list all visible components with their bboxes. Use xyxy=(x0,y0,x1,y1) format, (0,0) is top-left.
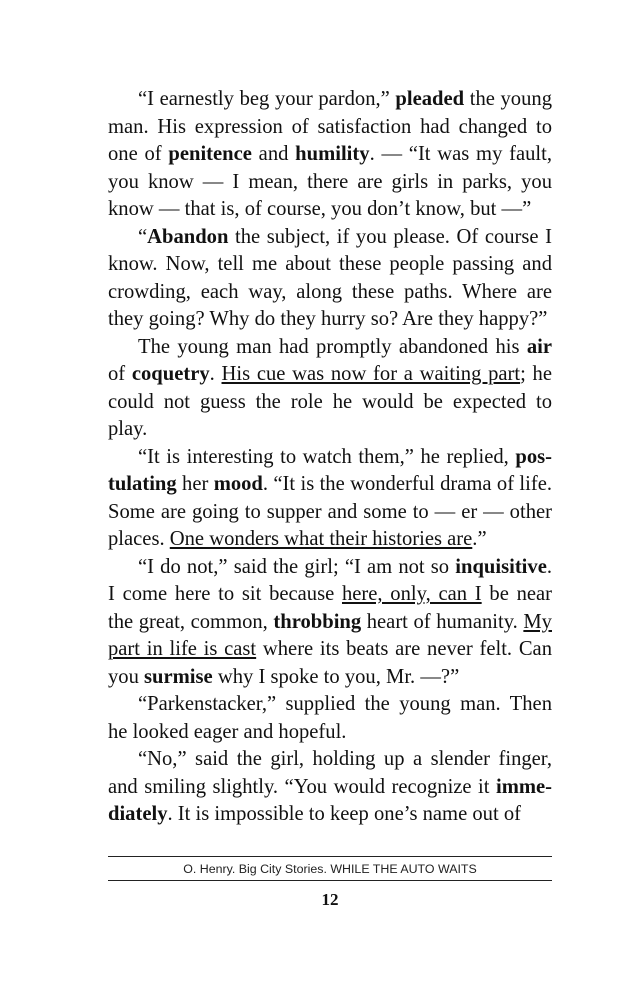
paragraph-3 xyxy=(108,334,552,444)
text: be near the great, common, xyxy=(108,583,553,633)
text: “I earnestly beg your pardon,” xyxy=(138,88,396,110)
paragraph-4 xyxy=(108,444,552,554)
text: ; he could not guess the role he would be expected to play. xyxy=(108,363,552,440)
text: The young man had promptly abandoned his xyxy=(138,335,527,358)
text: why I spoke to you, Mr. —?” xyxy=(212,665,460,688)
text: . “It is the wonderful drama of life. Some are going to supper and some to — er — other places. xyxy=(108,473,552,550)
bold-word: immediately xyxy=(108,775,552,825)
bold-word: pleaded xyxy=(395,88,465,110)
paragraph-7 xyxy=(108,746,552,829)
text: of xyxy=(108,363,132,385)
text: “ xyxy=(138,225,148,248)
text: . I come here to sit because xyxy=(108,555,552,605)
text: heart of humanity. xyxy=(361,610,524,633)
underlined-phrase: One wonders what their histories are xyxy=(169,528,473,550)
text: the subject, if you please. Of course I know. Now, tell me about these people passing and crowding, each way, along these paths. Where are they going? Why do they hurry so? Are they happy?” xyxy=(108,225,552,330)
paragraph-6 xyxy=(108,691,552,746)
text: . xyxy=(209,363,222,385)
text: the young man. His expression of satisfaction had changed to one of xyxy=(108,88,552,165)
bold-word: Abandon xyxy=(147,225,229,248)
running-footer-title: O. Henry. Big City Stories. WHILE THE AUTO WAITS xyxy=(183,862,477,876)
page-number: 12 xyxy=(321,890,339,909)
bold-word: mood xyxy=(213,473,263,495)
bold-word: humility xyxy=(295,143,370,165)
footer-rule-top xyxy=(108,856,552,857)
text: “Parkenstacker,” supplied the young man. Then he looked eager and hopeful. xyxy=(108,693,552,743)
underlined-phrase: My part in life is cast xyxy=(108,610,552,660)
bold-word: inquisitive xyxy=(455,555,547,578)
page-body xyxy=(108,86,552,829)
text: . — “It was my fault, you know — I mean, there are girls in parks, you know — that is, of course, you don’t know, but —” xyxy=(108,143,553,220)
paragraph-1 xyxy=(108,86,552,224)
paragraph-5 xyxy=(108,554,552,692)
text: and xyxy=(251,143,296,165)
text: “I do not,” said the girl; “I am not so xyxy=(138,555,456,578)
bold-word: air xyxy=(526,335,552,358)
bold-word: postulating xyxy=(108,445,552,495)
text: .” xyxy=(472,528,487,550)
bold-word: throbbing xyxy=(273,610,362,633)
text: her xyxy=(176,473,214,495)
bold-word: penitence xyxy=(168,143,252,165)
underlined-phrase: here, only, can I xyxy=(341,583,482,605)
paragraph-2 xyxy=(108,224,552,334)
text: . It is impossible to keep one’s name out of xyxy=(167,803,521,825)
text: where its beats are never felt. Can you xyxy=(108,638,552,688)
underlined-phrase: His cue was now for a waiting part xyxy=(221,363,521,385)
bold-word: coquetry xyxy=(131,363,210,385)
text: “It is interesting to watch them,” he replied, xyxy=(138,445,516,468)
bold-word: surmise xyxy=(144,665,213,688)
text: “No,” said the girl, holding up a slender finger, and smiling slightly. “You would recognize it xyxy=(108,748,552,798)
footer-rule-bottom xyxy=(108,880,552,881)
